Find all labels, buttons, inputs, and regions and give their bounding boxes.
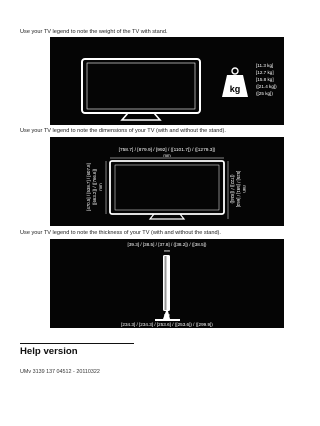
left-unit: mm: [98, 183, 103, 191]
tv-front-icon: [110, 161, 224, 219]
weight-value-1: [11.3 kg]: [256, 63, 274, 68]
right-unit: mm: [242, 185, 247, 193]
right-labels: [230, 171, 247, 208]
thickness-top-unit: mm: [164, 249, 170, 253]
weight-value-5: ([25 kg]): [256, 91, 273, 96]
weight-value-4: ([21.4 kg]): [256, 84, 277, 89]
left-labels: [86, 163, 103, 211]
left-label-1: [470.5] / [538.7] / [607.8]: [86, 163, 91, 211]
tv-side-icon: [155, 255, 180, 321]
help-title: Help version: [20, 346, 78, 357]
help-version-text: UMv 3139 137 04512 - 20110322: [20, 369, 100, 375]
weight-icon: [222, 68, 248, 97]
width-label: [758.7] / [879.9] / [992] / ([1101.7]) / ([1279.3]): [118, 148, 216, 153]
thickness-bottom-label: [234.3] / [234.3] / [253.6] / ([253.6]) / ([299.9]): [121, 322, 213, 327]
dimensions-caption: Use your TV legend to note the dimensions of your TV (with and without the stand).: [20, 128, 226, 134]
dimensions-panel: [50, 137, 284, 226]
width-unit: mm: [163, 153, 171, 158]
dimensions-illustration: [50, 137, 284, 226]
weight-illustration: [50, 37, 284, 125]
thickness-panel: [50, 239, 284, 328]
thickness-bottom-unit: mm: [164, 313, 170, 317]
left-label-2: ([663.2]) / ([766.6]): [92, 168, 97, 206]
right-label-2: ([722]) / ([834]): [230, 174, 235, 204]
weight-panel: [50, 37, 284, 125]
thickness-top-label: [39.3] / [38.5] / [37.8] / ([38.2]) / ([38.5]): [127, 242, 207, 247]
weight-value-3: [15.8 kg]: [256, 77, 274, 82]
kg-icon-label: kg: [229, 84, 241, 94]
right-label-1: [525] / [591] / [663]: [236, 170, 241, 208]
tv-icon: [82, 59, 200, 120]
thickness-illustration: [50, 239, 284, 328]
weight-caption: Use your TV legend to note the weight of the TV with stand.: [20, 29, 168, 35]
thickness-caption: Use your TV legend to note the thickness of your TV (with and without the stand).: [20, 230, 221, 236]
weight-value-2: [12.7 kg]: [256, 70, 274, 75]
section-divider: [20, 343, 134, 344]
weight-values: [256, 63, 277, 96]
